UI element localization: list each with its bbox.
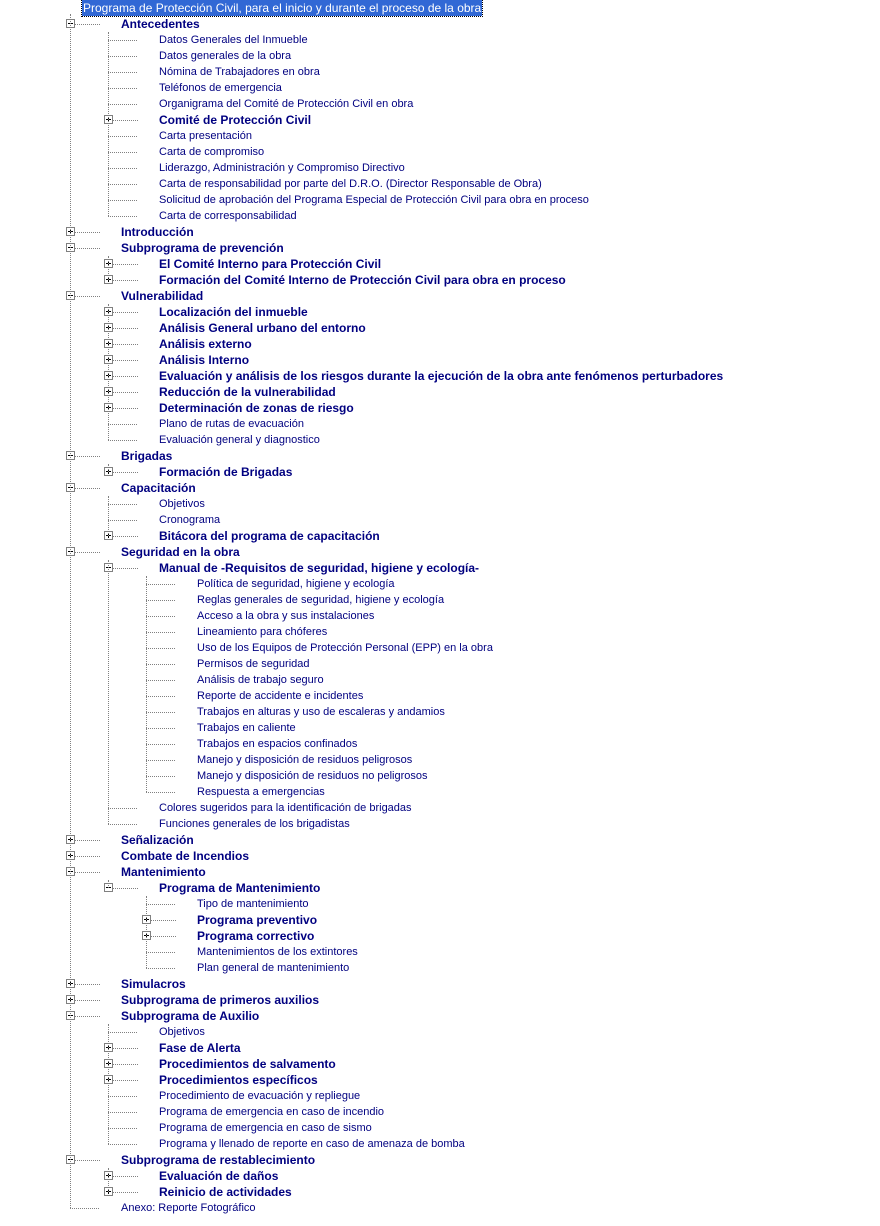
tree-node-label[interactable]: Colores sugeridos para la identificación de brigadas xyxy=(159,802,412,814)
tree-node-label[interactable]: Seguridad en la obra xyxy=(121,545,240,559)
tree-connector xyxy=(146,664,175,665)
tree-node-label[interactable]: Combate de Incendios xyxy=(121,849,250,863)
tree-connector xyxy=(146,648,175,649)
tree-connector xyxy=(108,56,137,57)
tree-node[interactable] xyxy=(0,416,880,432)
tree-node-label[interactable]: Formación de Brigadas xyxy=(159,465,293,479)
tree-node-label[interactable]: Análisis General urbano del entorno xyxy=(159,321,366,335)
tree-node[interactable] xyxy=(0,912,880,928)
tree-node-label[interactable]: Carta de responsabilidad por parte del D.R.O. (Director Responsable de Obra) xyxy=(159,178,542,190)
tree-node[interactable] xyxy=(0,816,880,832)
tree-connector xyxy=(108,184,137,185)
tree-connector xyxy=(146,952,175,953)
tree-node[interactable] xyxy=(0,976,880,992)
tree-connector xyxy=(146,792,175,793)
tree-node-label[interactable]: Reglas generales de seguridad, higiene y ecología xyxy=(197,594,445,606)
tree-node[interactable] xyxy=(0,80,880,96)
tree-node[interactable] xyxy=(0,272,880,288)
tree-guide-line xyxy=(146,576,147,792)
tree-node-label[interactable]: Carta presentación xyxy=(159,130,252,142)
tree-node[interactable] xyxy=(0,32,880,48)
tree-node-label[interactable]: Mantenimiento xyxy=(121,865,206,879)
tree-connector xyxy=(108,88,137,89)
tree-node[interactable] xyxy=(0,1104,880,1120)
tree-node[interactable] xyxy=(0,688,880,704)
tree-connector xyxy=(108,1032,137,1033)
tree-connector xyxy=(108,72,137,73)
tree-node-label[interactable]: Plan general de mantenimiento xyxy=(197,962,350,974)
tree-node[interactable] xyxy=(0,448,880,464)
tree-node-label[interactable]: Objetivos xyxy=(159,498,205,510)
tree-node-label[interactable]: El Comité Interno para Protección Civil xyxy=(159,257,382,271)
tree-node[interactable] xyxy=(0,48,880,64)
tree-node[interactable] xyxy=(0,624,880,640)
tree-node[interactable] xyxy=(0,160,880,176)
tree-node-label[interactable]: Brigadas xyxy=(121,449,173,463)
tree-guide-line xyxy=(108,304,109,440)
tree-connector xyxy=(146,744,175,745)
tree-connector xyxy=(146,616,175,617)
tree-connector xyxy=(108,200,137,201)
tree-node-label[interactable]: Programa y llenado de reporte en caso de amenaza de bomba xyxy=(159,1138,465,1150)
tree-node[interactable] xyxy=(0,432,880,448)
tree-node-label[interactable]: Objetivos xyxy=(159,1026,205,1038)
tree-node[interactable] xyxy=(0,544,880,560)
tree-connector xyxy=(146,600,175,601)
tree-node[interactable] xyxy=(0,960,880,976)
tree-guide-line xyxy=(70,14,71,1208)
tree-connector xyxy=(146,728,175,729)
tree-connector xyxy=(108,424,137,425)
tree-node[interactable] xyxy=(0,592,880,608)
tree-node-label[interactable]: Reporte de accidente e incidentes xyxy=(197,690,364,702)
tree-node[interactable] xyxy=(0,608,880,624)
tree-node-label[interactable]: Bitácora del programa de capacitación xyxy=(159,529,380,543)
tree-node-label[interactable]: Funciones generales de los brigadistas xyxy=(159,818,350,830)
tree-node[interactable] xyxy=(0,528,880,544)
tree-node-label[interactable]: Evaluación y análisis de los riesgos durante la ejecución de la obra ante fenómenos perturbadores xyxy=(159,369,724,383)
tree-connector xyxy=(108,152,137,153)
tree-node[interactable] xyxy=(0,720,880,736)
tree-connector xyxy=(108,40,137,41)
tree-node-label[interactable]: Evaluación general y diagnostico xyxy=(159,434,320,446)
tree-node[interactable] xyxy=(0,336,880,352)
tree-node[interactable] xyxy=(0,896,880,912)
tree-node[interactable] xyxy=(0,832,880,848)
tree-connector xyxy=(146,712,175,713)
tree-connector xyxy=(146,760,175,761)
tree-node[interactable] xyxy=(0,784,880,800)
tree-node-label[interactable]: Formación del Comité Interno de Protección Civil para obra en proceso xyxy=(159,273,566,287)
tree-node-label[interactable]: Vulnerabilidad xyxy=(121,289,204,303)
tree-node[interactable] xyxy=(0,208,880,224)
tree-node[interactable] xyxy=(0,368,880,384)
tree-node-label[interactable]: Procedimientos de salvamento xyxy=(159,1057,336,1071)
tree-node[interactable] xyxy=(0,880,880,896)
tree-node-label[interactable]: Evaluación de daños xyxy=(159,1169,279,1183)
tree-node[interactable] xyxy=(0,992,880,1008)
tree-guide-line xyxy=(108,1024,109,1144)
tree-connector xyxy=(146,776,175,777)
tree-node-label[interactable]: Reducción de la vulnerabilidad xyxy=(159,385,336,399)
tree-node-label[interactable]: Trabajos en espacios confinados xyxy=(197,738,358,750)
tree-node-label[interactable]: Anexo: Reporte Fotográfico xyxy=(121,1202,256,1214)
tree-guide-line xyxy=(108,32,109,216)
tree-node-label[interactable]: Localización del inmueble xyxy=(159,305,308,319)
tree-node[interactable] xyxy=(0,224,880,240)
tree-root-label[interactable]: Programa de Protección Civil, para el inicio y durante el proceso de la obra xyxy=(83,1,482,15)
tree-node-label[interactable]: Procedimiento de evacuación y repliegue xyxy=(159,1090,361,1102)
tree-node[interactable] xyxy=(0,560,880,576)
tree-node-label[interactable]: Lineamiento para chóferes xyxy=(197,626,328,638)
tree-connector xyxy=(146,968,175,969)
tree-node-label[interactable]: Simulacros xyxy=(121,977,186,991)
tree-node-label[interactable]: Comité de Protección Civil xyxy=(159,113,312,127)
tree-node-label[interactable]: Programa correctivo xyxy=(197,929,315,943)
tree-node[interactable] xyxy=(0,96,880,112)
tree-node[interactable] xyxy=(0,1152,880,1168)
tree-connector xyxy=(108,1096,137,1097)
tree-connector xyxy=(108,440,137,441)
tree-node[interactable] xyxy=(0,1168,880,1184)
tree-node[interactable] xyxy=(0,1088,880,1104)
tree-node-label[interactable]: Datos Generales del Inmueble xyxy=(159,34,308,46)
tree-node[interactable] xyxy=(0,848,880,864)
tree-connector xyxy=(146,584,175,585)
tree-connector xyxy=(146,632,175,633)
tree-node[interactable] xyxy=(0,400,880,416)
tree-node-label[interactable]: Teléfonos de emergencia xyxy=(159,82,282,94)
tree-node-label[interactable]: Uso de los Equipos de Protección Personal (EPP) en la obra xyxy=(197,642,493,654)
tree-node[interactable] xyxy=(0,800,880,816)
tree-node-label[interactable]: Determinación de zonas de riesgo xyxy=(159,401,354,415)
tree-node-label[interactable]: Organigrama del Comité de Protección Civil en obra xyxy=(159,98,414,110)
tree-node-label[interactable]: Trabajos en caliente xyxy=(197,722,296,734)
tree-node[interactable] xyxy=(0,1008,880,1024)
tree-node-label[interactable]: Fase de Alerta xyxy=(159,1041,241,1055)
tree-node[interactable] xyxy=(0,304,880,320)
tree-node[interactable] xyxy=(0,704,880,720)
tree-node-label[interactable]: Programa de emergencia en caso de incendio xyxy=(159,1106,385,1118)
tree-node-label[interactable]: Programa de Mantenimiento xyxy=(159,881,321,895)
tree-node[interactable] xyxy=(0,864,880,880)
tree-connector xyxy=(108,1128,137,1129)
tree-node-label[interactable]: Subprograma de prevención xyxy=(121,241,284,255)
tree-node[interactable] xyxy=(0,576,880,592)
tree-node-label[interactable]: Manual de -Requisitos de seguridad, higiene y ecología- xyxy=(159,561,480,575)
tree-connector xyxy=(146,680,175,681)
tree-node-label[interactable]: Subprograma de primeros auxilios xyxy=(121,993,320,1007)
tree-root-node[interactable] xyxy=(0,0,880,16)
tree-node-label[interactable]: Reinicio de actividades xyxy=(159,1185,292,1199)
tree-node-label[interactable]: Datos generales de la obra xyxy=(159,50,292,62)
tree-connector xyxy=(108,104,137,105)
tree-node-label[interactable]: Acceso a la obra y sus instalaciones xyxy=(197,610,375,622)
tree-node-label[interactable]: Antecedentes xyxy=(121,17,200,31)
tree-node[interactable] xyxy=(0,736,880,752)
tree-connector xyxy=(108,520,137,521)
tree-node[interactable] xyxy=(0,512,880,528)
tree-node-label[interactable]: Cronograma xyxy=(159,514,221,526)
tree-node[interactable] xyxy=(0,256,880,272)
tree-node-label[interactable]: Mantenimientos de los extintores xyxy=(197,946,358,958)
tree-guide-line xyxy=(108,496,109,536)
tree-node-label[interactable]: Manejo y disposición de residuos peligrosos xyxy=(197,754,413,766)
tree-connector xyxy=(70,1208,99,1209)
tree-node[interactable] xyxy=(0,1056,880,1072)
tree-node[interactable] xyxy=(0,1040,880,1056)
tree-node-label[interactable]: Liderazgo, Administración y Compromiso Directivo xyxy=(159,162,405,174)
tree-node[interactable] xyxy=(0,192,880,208)
tree-node-label[interactable]: Política de seguridad, higiene y ecología xyxy=(197,578,395,590)
tree-node[interactable] xyxy=(0,176,880,192)
tree-node[interactable] xyxy=(0,656,880,672)
tree-node[interactable] xyxy=(0,672,880,688)
tree-node[interactable] xyxy=(0,1072,880,1088)
tree-connector xyxy=(108,808,137,809)
tree-node-label[interactable]: Subprograma de restablecimiento xyxy=(121,1153,316,1167)
tree-node[interactable] xyxy=(0,480,880,496)
tree-node-label[interactable]: Programa preventivo xyxy=(197,913,318,927)
tree-connector xyxy=(108,1144,137,1145)
tree-connector xyxy=(108,824,137,825)
tree-guide-line xyxy=(108,1168,109,1192)
tree-node[interactable] xyxy=(0,640,880,656)
tree-node[interactable] xyxy=(0,128,880,144)
tree-node[interactable] xyxy=(0,288,880,304)
tree-node[interactable] xyxy=(0,64,880,80)
tree-node[interactable] xyxy=(0,752,880,768)
tree-node[interactable] xyxy=(0,384,880,400)
tree-connector xyxy=(108,136,137,137)
tree-node-label[interactable]: Carta de corresponsabilidad xyxy=(159,210,297,222)
tree-guide-line xyxy=(108,560,109,824)
tree-node-label[interactable]: Plano de rutas de evacuación xyxy=(159,418,304,430)
tree-node[interactable] xyxy=(0,496,880,512)
tree-node[interactable] xyxy=(0,1120,880,1136)
tree-node-label[interactable]: Señalización xyxy=(121,833,194,847)
tree-connector xyxy=(108,216,137,217)
tree-node-label[interactable]: Tipo de mantenimiento xyxy=(197,898,309,910)
tree-node[interactable] xyxy=(0,112,880,128)
tree-node-label[interactable]: Análisis Interno xyxy=(159,353,250,367)
tree-node[interactable] xyxy=(0,944,880,960)
tree-node[interactable] xyxy=(0,1184,880,1200)
tree-guide-line xyxy=(108,880,109,888)
tree-connector xyxy=(108,168,137,169)
tree-node[interactable] xyxy=(0,16,880,32)
tree-node-label[interactable]: Carta de compromiso xyxy=(159,146,265,158)
tree-node-label[interactable]: Análisis externo xyxy=(159,337,252,351)
tree-node-label[interactable]: Análisis de trabajo seguro xyxy=(197,674,324,686)
tree-node[interactable] xyxy=(0,1136,880,1152)
tree-node[interactable] xyxy=(0,768,880,784)
tree-connector xyxy=(108,504,137,505)
tree-connector xyxy=(108,1112,137,1113)
tree-node-label[interactable]: Trabajos en alturas y uso de escaleras y andamios xyxy=(197,706,445,718)
tree-node[interactable] xyxy=(0,464,880,480)
tree-node-label[interactable]: Respuesta a emergencias xyxy=(197,786,325,798)
tree-guide-line xyxy=(108,464,109,472)
tree-node[interactable] xyxy=(0,928,880,944)
tree-node-label[interactable]: Capacitación xyxy=(121,481,196,495)
tree-node-label[interactable]: Nómina de Trabajadores en obra xyxy=(159,66,320,78)
tree-node-label[interactable]: Programa de emergencia en caso de sismo xyxy=(159,1122,372,1134)
tree-connector xyxy=(146,904,175,905)
tree-node[interactable] xyxy=(0,352,880,368)
tree-guide-line xyxy=(146,896,147,968)
tree-node[interactable] xyxy=(0,144,880,160)
tree-connector xyxy=(146,696,175,697)
tree-node-label[interactable]: Introducción xyxy=(121,225,194,239)
tree-node-label[interactable]: Procedimientos específicos xyxy=(159,1073,318,1087)
tree-node-label[interactable]: Manejo y disposición de residuos no peligrosos xyxy=(197,770,428,782)
tree-node-label[interactable]: Permisos de seguridad xyxy=(197,658,310,670)
tree-node[interactable] xyxy=(0,320,880,336)
tree-node[interactable] xyxy=(0,240,880,256)
tree-node-label[interactable]: Subprograma de Auxilio xyxy=(121,1009,260,1023)
tree-node[interactable] xyxy=(0,1200,880,1216)
tree-node-label[interactable]: Solicitud de aprobación del Programa Especial de Protección Civil para obra en proceso xyxy=(159,194,589,206)
tree-guide-line xyxy=(108,256,109,280)
tree-node[interactable] xyxy=(0,1024,880,1040)
